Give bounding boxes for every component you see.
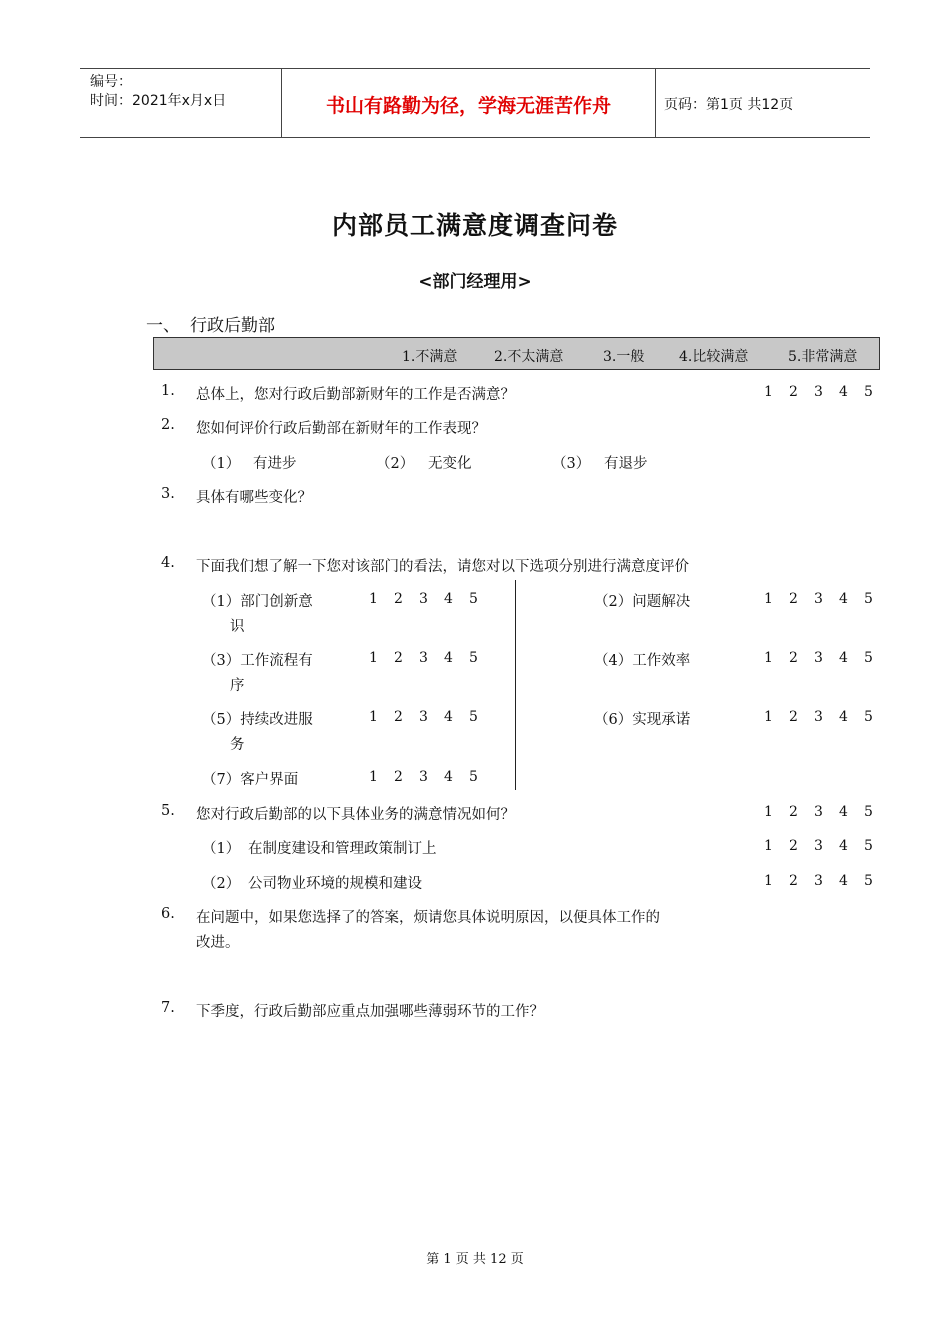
rating-options[interactable] bbox=[369, 769, 494, 785]
item-label: （1）部门创新意 bbox=[202, 594, 313, 610]
item-label: （2）问题解决 bbox=[594, 594, 691, 610]
rating-option[interactable]: 2 bbox=[789, 838, 798, 854]
rating-option[interactable]: 4 bbox=[444, 591, 453, 607]
rating-option[interactable]: 1 bbox=[764, 384, 773, 400]
rating-option[interactable]: 1 bbox=[764, 591, 773, 607]
option-number: （3） bbox=[552, 456, 591, 472]
rating-options[interactable] bbox=[764, 838, 889, 854]
rating-option[interactable]: 4 bbox=[444, 650, 453, 666]
rating-options[interactable] bbox=[764, 873, 889, 889]
question-number: 3. bbox=[161, 486, 175, 502]
rating-option[interactable]: 3 bbox=[814, 838, 823, 854]
question-text: 在问题中，如果您选择了的答案，烦请您具体说明原因，以便具体工作的 bbox=[196, 910, 660, 926]
rating-option[interactable]: 5 bbox=[469, 591, 478, 607]
rating-option[interactable]: 4 bbox=[839, 709, 848, 725]
rating-option[interactable]: 4 bbox=[839, 873, 848, 889]
question-text-cont: 改进。 bbox=[196, 935, 240, 951]
rating-option[interactable]: 2 bbox=[789, 804, 798, 820]
rating-option[interactable]: 3 bbox=[814, 650, 823, 666]
question-text: 总体上，您对行政后勤部新财年的工作是否满意？ bbox=[196, 387, 515, 403]
section-number: 一、 bbox=[146, 316, 180, 336]
rating-option[interactable]: 5 bbox=[864, 650, 873, 666]
rating-option[interactable]: 3 bbox=[814, 591, 823, 607]
option-number: （2） bbox=[376, 456, 415, 472]
scale-label: 5.非常满意 bbox=[788, 349, 858, 365]
sub-item-label: 在制度建设和管理政策制订上 bbox=[248, 841, 437, 857]
rating-option[interactable]: 4 bbox=[839, 384, 848, 400]
item-label: （3）工作流程有 bbox=[202, 653, 313, 669]
rating-option[interactable]: 4 bbox=[444, 769, 453, 785]
question-number: 4. bbox=[161, 555, 175, 571]
question-number: 5. bbox=[161, 803, 175, 819]
rating-option[interactable]: 2 bbox=[394, 709, 403, 725]
scale-label: 3.一般 bbox=[603, 349, 645, 365]
item-label-cont: 识 bbox=[230, 619, 245, 635]
rating-scale-bar bbox=[153, 337, 880, 370]
rating-option[interactable]: 2 bbox=[789, 650, 798, 666]
rating-option[interactable]: 1 bbox=[764, 709, 773, 725]
question-number: 2. bbox=[161, 417, 175, 433]
motto: 书山有路勤为径，学海无涯苦作舟 bbox=[325, 95, 611, 117]
rating-option[interactable]: 1 bbox=[764, 873, 773, 889]
scale-label: 4.比较满意 bbox=[679, 349, 749, 365]
rating-options[interactable] bbox=[764, 591, 889, 607]
rating-options[interactable] bbox=[764, 384, 889, 400]
option-no-change[interactable]: 无变化 bbox=[428, 456, 472, 472]
sub-item-label: 公司物业环境的规模和建设 bbox=[248, 876, 422, 892]
rating-option[interactable]: 1 bbox=[369, 709, 378, 725]
rating-option[interactable]: 4 bbox=[444, 709, 453, 725]
rating-option[interactable]: 3 bbox=[814, 384, 823, 400]
rating-option[interactable]: 2 bbox=[394, 650, 403, 666]
rating-option[interactable]: 5 bbox=[864, 804, 873, 820]
rating-option[interactable]: 4 bbox=[839, 838, 848, 854]
header-left-cell bbox=[90, 73, 226, 111]
rating-option[interactable]: 5 bbox=[469, 650, 478, 666]
rating-option[interactable]: 2 bbox=[394, 591, 403, 607]
rating-option[interactable]: 1 bbox=[764, 804, 773, 820]
rating-option[interactable]: 5 bbox=[469, 769, 478, 785]
rating-option[interactable]: 2 bbox=[789, 384, 798, 400]
rating-option[interactable]: 1 bbox=[369, 591, 378, 607]
rating-options[interactable] bbox=[764, 650, 889, 666]
option-improved[interactable]: 有进步 bbox=[253, 456, 297, 472]
rating-option[interactable]: 2 bbox=[789, 591, 798, 607]
rating-option[interactable]: 4 bbox=[839, 804, 848, 820]
option-number: （1） bbox=[202, 456, 241, 472]
rating-option[interactable]: 3 bbox=[814, 709, 823, 725]
rating-option[interactable]: 3 bbox=[419, 591, 428, 607]
header-divider bbox=[655, 69, 656, 137]
page-subtitle: <部门经理用> bbox=[418, 272, 532, 292]
column-divider bbox=[515, 580, 516, 790]
rating-options[interactable] bbox=[369, 591, 494, 607]
scale-label: 1.不满意 bbox=[402, 349, 458, 365]
question-number: 1. bbox=[161, 383, 175, 399]
rating-option[interactable]: 3 bbox=[814, 873, 823, 889]
question-text: 下季度，行政后勤部应重点加强哪些薄弱环节的工作？ bbox=[196, 1004, 544, 1020]
section-heading bbox=[146, 311, 275, 336]
header-table bbox=[80, 68, 870, 138]
time-label: 时间：2021年x月x日 bbox=[90, 93, 227, 109]
item-label-cont: 序 bbox=[230, 678, 245, 694]
rating-option[interactable]: 4 bbox=[839, 591, 848, 607]
rating-option[interactable]: 5 bbox=[864, 591, 873, 607]
question-text: 下面我们想了解一下您对该部门的看法，请您对以下选项分别进行满意度评价 bbox=[196, 559, 689, 575]
scale-label: 2.不太满意 bbox=[494, 349, 564, 365]
rating-option[interactable]: 3 bbox=[419, 709, 428, 725]
rating-option[interactable]: 3 bbox=[814, 804, 823, 820]
sub-item-number: （1） bbox=[202, 841, 241, 857]
page-title: 内部员工满意度调查问卷 bbox=[331, 211, 618, 240]
rating-options[interactable] bbox=[764, 804, 889, 820]
rating-option[interactable]: 2 bbox=[789, 873, 798, 889]
rating-option[interactable]: 5 bbox=[469, 709, 478, 725]
question-number: 6. bbox=[161, 906, 175, 922]
rating-option[interactable]: 2 bbox=[394, 769, 403, 785]
rating-option[interactable]: 1 bbox=[764, 838, 773, 854]
page-footer: 第 1 页 共 12 页 bbox=[426, 1252, 524, 1267]
rating-option[interactable]: 5 bbox=[864, 873, 873, 889]
rating-options[interactable] bbox=[369, 709, 494, 725]
rating-options[interactable] bbox=[764, 709, 889, 725]
option-regressed[interactable]: 有退步 bbox=[604, 456, 648, 472]
rating-option[interactable]: 2 bbox=[789, 709, 798, 725]
page-info: 页码：第1页 共12页 bbox=[664, 97, 794, 113]
sub-item-number: （2） bbox=[202, 876, 241, 892]
question-text: 您对行政后勤部的以下具体业务的满意情况如何？ bbox=[196, 807, 515, 823]
rating-option[interactable]: 5 bbox=[864, 709, 873, 725]
rating-option[interactable]: 1 bbox=[369, 650, 378, 666]
item-label: （5）持续改进服 bbox=[202, 712, 313, 728]
question-text: 您如何评价行政后勤部在新财年的工作表现？ bbox=[196, 421, 486, 437]
code-label: 编号： bbox=[90, 74, 132, 90]
rating-option[interactable]: 4 bbox=[839, 650, 848, 666]
item-label: （6）实现承诺 bbox=[594, 712, 691, 728]
item-label: （7）客户界面 bbox=[202, 772, 299, 788]
item-label: （4）工作效率 bbox=[594, 653, 691, 669]
rating-option[interactable]: 3 bbox=[419, 650, 428, 666]
section-name: 行政后勤部 bbox=[190, 316, 275, 336]
rating-option[interactable]: 1 bbox=[369, 769, 378, 785]
rating-option[interactable]: 5 bbox=[864, 838, 873, 854]
rating-option[interactable]: 1 bbox=[764, 650, 773, 666]
rating-option[interactable]: 5 bbox=[864, 384, 873, 400]
question-text: 具体有哪些变化？ bbox=[196, 490, 312, 506]
question-number: 7. bbox=[161, 1000, 175, 1016]
rating-options[interactable] bbox=[369, 650, 494, 666]
item-label-cont: 务 bbox=[230, 737, 245, 753]
rating-option[interactable]: 3 bbox=[419, 769, 428, 785]
